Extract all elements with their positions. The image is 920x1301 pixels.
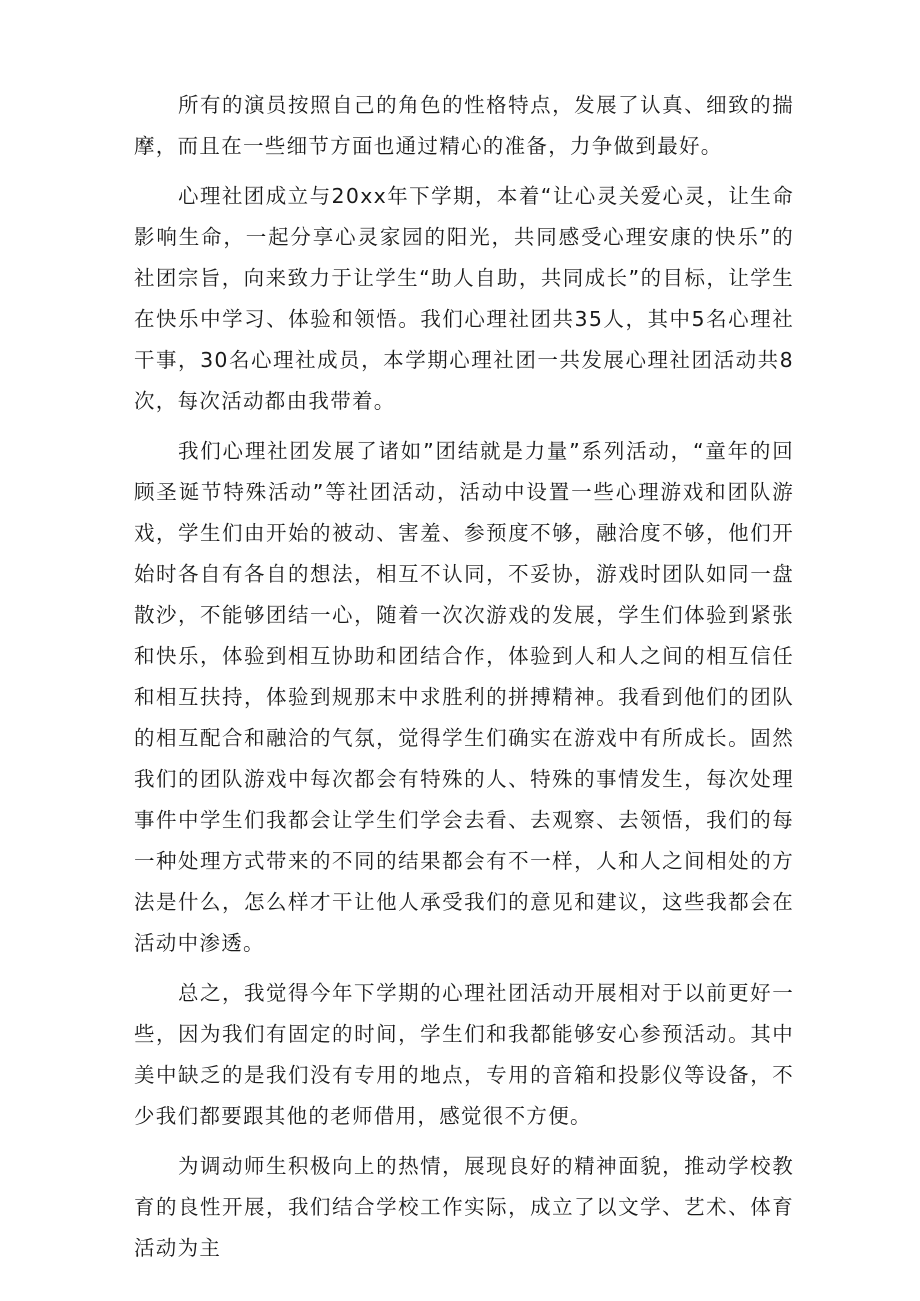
paragraph-club-activities: 我们心理社团发展了诸如”团结就是力量”系列活动，“童年的回顾圣诞节特殊活动”等社团活动，活动中设置一些心理游戏和团队游戏，学生们由开始的被动、害羞、参预度不够，融洽度不够，他们开始时各自有各自的想法，相互不认同，不妥协，游戏时团队如同一盘散沙，不能够团结一心，随着一次次游戏的发展，学生们体验到紧张和快乐，体验到相互协助和团结合作，体验到人和人之间的相互信任和相互扶持，体验到规那末中求胜利的拼搏精神。我看到他们的团队的相互配合和融洽的气氛，觉得学生们确实在游戏中有所成长。固然我们的团队游戏中每次都会有特殊的人、特殊的事情发生，每次处理事件中学生们我都会让学生们学会去看、去观察、去领悟，我们的每一种处理方式带来的不同的结果都会有不一样，人和人之间相处的方法是什么，怎么样才干让他人承受我们的意见和建议，这些我都会在活动中渗透。: [134, 439, 794, 955]
paragraph-school-development: 为调动师生积极向上的热情，展现良好的精神面貌，推动学校教育的良性开展，我们结合学校工作实际，成立了以文学、艺术、体育活动为主: [134, 1154, 794, 1260]
paragraph-club-founding: 心理社团成立与20xx年下学期，本着“让心灵关爱心灵，让生命影响生命，一起分享心灵家园的阳光，共同感受心理安康的快乐”的社团宗旨，向来致力于让学生“助人自助，共同成长”的目标，让学生在快乐中学习、体验和领悟。我们心理社团共35人，其中5名心理社干事，30名心理社成员，本学期心理社团一共发展心理社团活动共8次，每次活动都由我带着。: [134, 184, 794, 413]
paragraph-actors: 所有的演员按照自己的角色的性格特点，发展了认真、细致的揣摩，而且在一些细节方面也通过精心的准备，力争做到最好。: [134, 93, 794, 158]
paragraph-summary: 总之，我觉得今年下学期的心理社团活动开展相对于以前更好一些，因为我们有固定的时间，学生们和我都能够安心参预活动。其中美中缺乏的是我们没有专用的地点，专用的音箱和投影仪等设备，不少我们都要跟其他的老师借用，感觉很不方便。: [134, 981, 794, 1128]
document-body: [134, 85, 794, 1269]
